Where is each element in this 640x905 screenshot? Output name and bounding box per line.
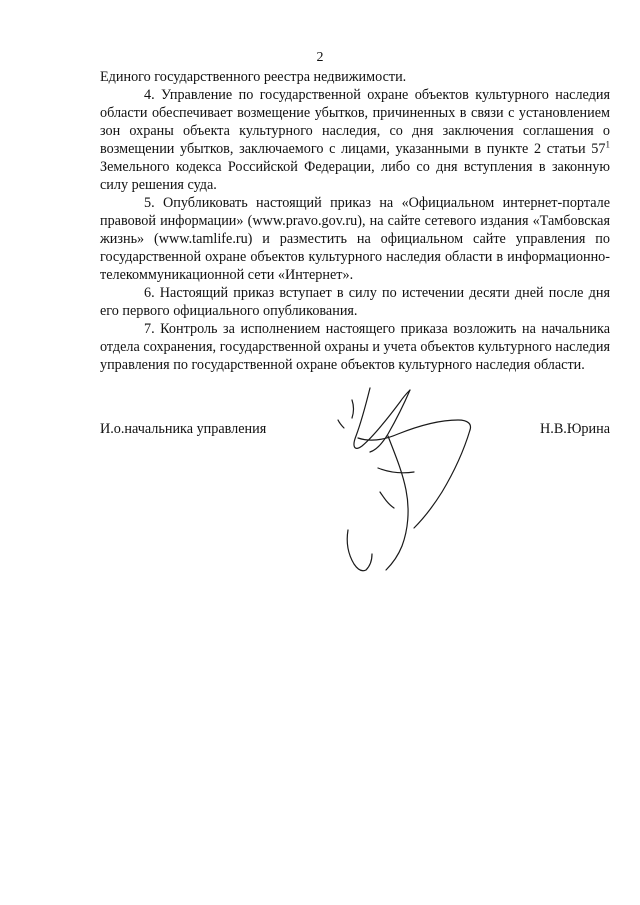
document-body xyxy=(100,68,610,374)
paragraph-5: 5. Опубликовать настоящий приказ на «Официальном интернет-портале правовой информации» (www.pravo.gov.ru), на сайте сетевого издания «Тамбовская жизнь» (www.tamlife.ru) и разместить на официальном сайте управления по государственной охране объектов культурного наследия области в информационно-телекоммуникационной сети «Интернет». xyxy=(100,195,610,283)
handwritten-signature xyxy=(318,380,488,580)
paragraph-4-superscript: 1 xyxy=(605,139,610,150)
paragraph-6: 6. Настоящий приказ вступает в силу по истечении десяти дней после дня его первого официального опубликования. xyxy=(100,285,610,319)
signer-title: И.о.начальника управления xyxy=(100,421,267,437)
paragraph-4-text-a: 4. Управление по государственной охране объектов культурного наследия области обеспечивает возмещение убытков, причиненных в связи с установлением зон охраны объекта культурного наследия, со дня заключения соглашения о возмещении убытков, заключаемого с лицами, указанными в пункте 2 статьи 57 xyxy=(100,87,610,157)
paragraph-4-text-b: Земельного кодекса Российской Федерации, либо со дня вступления в законную силу решения суда. xyxy=(100,159,610,193)
page-number: 2 xyxy=(316,50,324,65)
paragraph-4 xyxy=(100,86,610,194)
paragraph-continuation: Единого государственного реестра недвижимости. xyxy=(100,69,407,85)
signer-name: Н.В.Юрина xyxy=(540,421,610,437)
paragraph-7: 7. Контроль за исполнением настоящего приказа возложить на начальника отдела сохранения, государственной охраны и учета объектов культурного наследия управления по государственной охране объектов культурного наследия области. xyxy=(100,321,610,373)
